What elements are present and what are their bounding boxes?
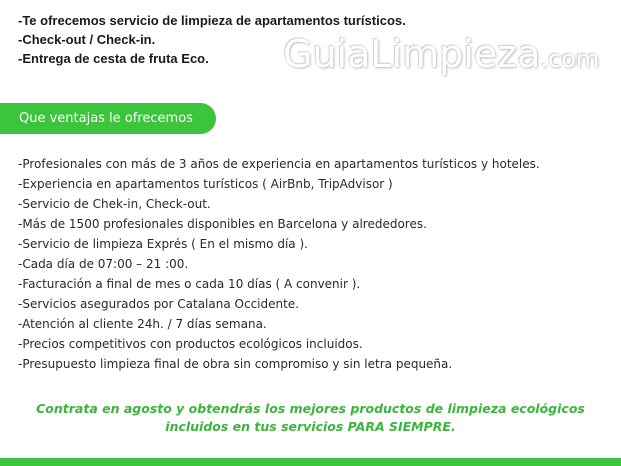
benefit-item: -Servicio de limpieza Exprés ( En el mismo día ). [18, 237, 308, 251]
benefits-list [18, 154, 540, 374]
benefit-item: -Facturación a final de mes o cada 10 días ( A convenir ). [18, 277, 361, 291]
top-list-item: -Check-out / Check-in. [18, 32, 156, 47]
section-title: Que ventajas le ofrecemos [19, 111, 193, 126]
benefit-item: -Presupuesto limpieza final de obra sin compromiso y sin letra pequeña. [18, 357, 453, 371]
watermark-suffix: .com [540, 45, 600, 73]
benefit-item: -Cada día de 07:00 – 21 :00. [18, 257, 189, 271]
section-banner [0, 103, 216, 134]
promo-line-2: incluidos en tus servicios PARA SIEMPRE. [165, 419, 456, 434]
promo-text [0, 400, 621, 436]
promo-line-1: Contrata en agosto y obtendrás los mejores productos de limpieza ecológicos [36, 401, 585, 416]
guialimpieza-watermark [283, 30, 599, 83]
benefit-item: -Precios competitivos con productos ecológicos incluidos. [18, 337, 363, 351]
benefit-item: -Más de 1500 profesionales disponibles en Barcelona y alrededores. [18, 217, 427, 231]
top-list-item: -Entrega de cesta de fruta Eco. [18, 51, 209, 66]
bottom-accent-bar [0, 458, 621, 466]
benefit-item: -Experiencia en apartamentos turísticos ( AirBnb, TripAdvisor ) [18, 177, 393, 191]
watermark-main: GuiaLimpieza [283, 32, 541, 76]
benefit-item: -Atención al cliente 24h. / 7 días semana. [18, 317, 267, 331]
benefit-item: -Servicio de Chek-in, Check-out. [18, 197, 211, 211]
benefit-item: -Profesionales con más de 3 años de experiencia en apartamentos turísticos y hoteles. [18, 157, 540, 171]
top-list-item: -Te ofrecemos servicio de limpieza de apartamentos turísticos. [18, 13, 406, 28]
benefit-item: -Servicios asegurados por Catalana Occidente. [18, 297, 300, 311]
